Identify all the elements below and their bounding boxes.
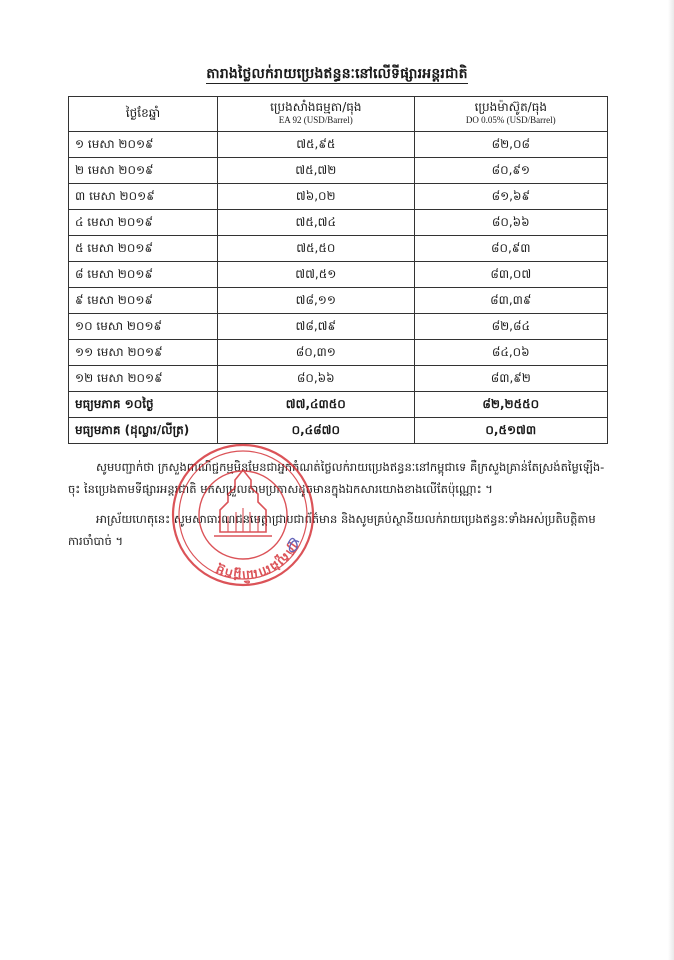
- avg-10day-row: [69, 392, 608, 418]
- document-title: តារាងថ្លៃលក់រាយប្រេងឥន្ធនៈនៅលើទីផ្សារអន្តរជាតិ: [206, 66, 468, 82]
- row-do005: ៨១,៦៩: [414, 184, 607, 210]
- table-row: [69, 314, 608, 340]
- fuel-price-table: [68, 96, 608, 444]
- row-do005: ៨៤,០៦: [414, 340, 607, 366]
- avg-litre-do005: ០,៥១៧៣: [414, 418, 607, 444]
- row-date: ១០ មេសា ២០១៩: [69, 314, 218, 340]
- row-ea92: ៨០,៦៦: [218, 366, 415, 392]
- table-row: [69, 288, 608, 314]
- row-ea92: ៧៨,៧៩: [218, 314, 415, 340]
- row-date: ១១ មេសា ២០១៩: [69, 340, 218, 366]
- row-ea92: ៧៥,៧៤: [218, 210, 415, 236]
- header-do005-label: ប្រេងម៉ាស៊ូត/ធុង: [474, 100, 547, 114]
- row-date: ១២ មេសា ២០១៩: [69, 366, 218, 392]
- paragraph-clarification: សូមបញ្ជាក់ថា ក្រសួងពាណិជ្ជកម្មមិនមែនជាអ្នកកំណត់ថ្លៃលក់រាយប្រេងឥន្ធនៈនៅកម្ពុជាទេ គឺក្រសួងគ្រាន់តែស្រង់តម្លៃឡើង-ចុះ នៃប្រេងតាមទីផ្សារអន្តរជាតិ មកសម្រួលតាមប្រកាសដូចមានក្នុងឯកសារយោងខាងលើតែប៉ុណ្ណោះ ។: [68, 460, 605, 496]
- header-do005-sub: DO 0.05% (USD/Barrel): [465, 115, 556, 125]
- table-body: [69, 132, 608, 392]
- table-row: [69, 366, 608, 392]
- row-ea92: ៧៧,៥១: [218, 262, 415, 288]
- table-row: [69, 184, 608, 210]
- table-row: [69, 210, 608, 236]
- svg-text:ក្រសួងពាណិជ្ជកម្ម: [214, 540, 302, 585]
- header-ea92-sub: EA 92 (USD/Barrel): [278, 115, 353, 125]
- row-do005: ៨៣,៣៩: [414, 288, 607, 314]
- scan-edge: [668, 0, 674, 960]
- row-date: ២ មេសា ២០១៩: [69, 158, 218, 184]
- row-do005: ៨០,៩១: [414, 158, 607, 184]
- row-ea92: ៧៦,០២: [218, 184, 415, 210]
- table-row: [69, 158, 608, 184]
- avg-10day-label: មធ្យមភាគ ១០ថ្ងៃ: [69, 392, 218, 418]
- table-row: [69, 262, 608, 288]
- row-do005: ៨៣,៩២: [414, 366, 607, 392]
- row-do005: ៨០,៦៦: [414, 210, 607, 236]
- row-date: ៥ មេសា ២០១៩: [69, 236, 218, 262]
- table-row: [69, 132, 608, 158]
- row-ea92: ៧៥,៥០: [218, 236, 415, 262]
- header-date: ថ្ងៃខែឆ្នាំ: [69, 97, 218, 132]
- row-do005: ៨៣,០៧: [414, 262, 607, 288]
- row-do005: ៨២,០៨: [414, 132, 607, 158]
- header-ea92-label: ប្រេងសាំងធម្មតា/ធុង: [270, 100, 362, 114]
- table-header-row: [69, 97, 608, 132]
- table-row: [69, 340, 608, 366]
- header-do005: [414, 97, 607, 132]
- row-ea92: ៨០,៣១: [218, 340, 415, 366]
- row-do005: ៨០,៩៣: [414, 236, 607, 262]
- ministry-seal-icon: [168, 440, 318, 590]
- avg-10day-do005: ៨២,២៥៥០: [414, 392, 607, 418]
- row-do005: ៨២,៨៤: [414, 314, 607, 340]
- avg-litre-ea92: ០,៤៨៧០: [218, 418, 415, 444]
- avg-10day-ea92: ៧៧,៤៣៥០: [218, 392, 415, 418]
- row-date: ១ មេសា ២០១៩: [69, 132, 218, 158]
- row-ea92: ៧៨,១១: [218, 288, 415, 314]
- paragraph-notice: អាស្រ័យហេតុនេះ សូមសាធារណជនមេត្តាជ្រាបជាព័ត៌មាន និងសូមគ្រប់ស្ថានីយលក់រាយប្រេងឥន្ធនៈទាំងអស់ប្រតិបត្តិតាមការចាំបាច់ ។: [68, 512, 596, 548]
- row-date: ៤ មេសា ២០១៩: [69, 210, 218, 236]
- row-ea92: ៧៥,៧២: [218, 158, 415, 184]
- row-ea92: ៧៥,៩៥: [218, 132, 415, 158]
- header-ea92: [218, 97, 415, 132]
- avg-litre-row: [69, 418, 608, 444]
- row-date: ៣ មេសា ២០១៩: [69, 184, 218, 210]
- row-date: ៩ មេសា ២០១៩: [69, 288, 218, 314]
- seal-text: ក្រសួងពាណិជ្ជកម្ម: [213, 539, 302, 583]
- row-date: ៨ មេសា ២០១៩: [69, 262, 218, 288]
- table-row: [69, 236, 608, 262]
- avg-litre-label: មធ្យមភាគ (ដុល្លារ/លីត្រ): [69, 418, 218, 444]
